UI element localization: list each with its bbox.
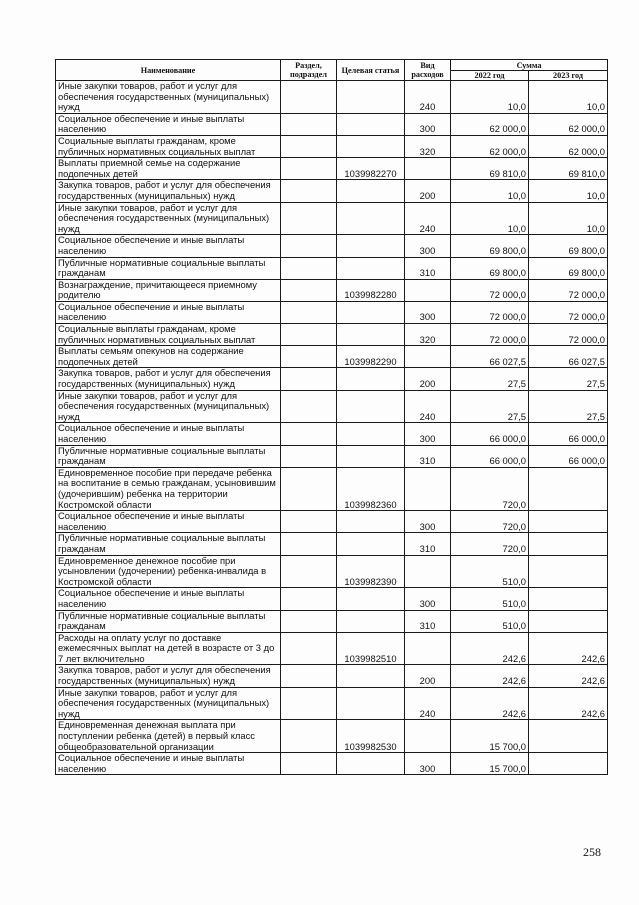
row-name: Закупка товаров, работ и услуг для обеспечения государственных (муниципальных) нужд	[56, 368, 281, 390]
row-target: 1039982270	[337, 158, 405, 180]
row-target	[337, 324, 405, 346]
header-year-2023: 2023 год	[529, 71, 608, 81]
table-row	[56, 610, 608, 632]
row-sum-2023: 69 800,0	[529, 235, 608, 257]
table-row	[56, 511, 608, 533]
table-row	[56, 555, 608, 588]
row-target	[337, 423, 405, 445]
row-target	[337, 135, 405, 157]
row-section	[281, 257, 337, 279]
row-name: Социальные выплаты гражданам, кроме публичных нормативных социальных выплат	[56, 135, 281, 157]
row-name: Социальные выплаты гражданам, кроме публичных нормативных социальных выплат	[56, 324, 281, 346]
table-row	[56, 135, 608, 157]
table-row	[56, 720, 608, 753]
row-type	[405, 346, 451, 368]
table-row	[56, 423, 608, 445]
row-sum-2022: 10,0	[451, 180, 529, 202]
row-name: Выплаты приемной семье на содержание подопечных детей	[56, 158, 281, 180]
row-type: 200	[405, 665, 451, 687]
row-section	[281, 588, 337, 610]
row-type: 320	[405, 135, 451, 157]
row-sum-2022: 69 810,0	[451, 158, 529, 180]
row-type: 300	[405, 511, 451, 533]
header-name: Наименование	[56, 60, 281, 81]
row-name: Выплаты семьям опекунов на содержание подопечных детей	[56, 346, 281, 368]
row-sum-2023: 72 000,0	[529, 279, 608, 301]
row-sum-2023	[529, 720, 608, 753]
table-row	[56, 346, 608, 368]
row-sum-2022: 72 000,0	[451, 301, 529, 323]
row-type: 240	[405, 202, 451, 235]
row-section	[281, 135, 337, 157]
row-sum-2022: 66 027,5	[451, 346, 529, 368]
row-sum-2022: 10,0	[451, 202, 529, 235]
header-target: Целевая статья	[337, 60, 405, 81]
row-type	[405, 467, 451, 510]
row-target	[337, 180, 405, 202]
row-type: 310	[405, 257, 451, 279]
row-name: Расходы на оплату услуг по доставке ежемесячных выплат на детей в возрасте от 3 до 7 лет включительно	[56, 632, 281, 665]
row-target	[337, 687, 405, 720]
row-sum-2022: 66 000,0	[451, 445, 529, 467]
row-type: 300	[405, 423, 451, 445]
row-target	[337, 235, 405, 257]
row-type: 240	[405, 81, 451, 114]
row-section	[281, 423, 337, 445]
table-row	[56, 687, 608, 720]
row-section	[281, 301, 337, 323]
row-section	[281, 158, 337, 180]
row-sum-2022: 27,5	[451, 390, 529, 423]
table-row	[56, 753, 608, 775]
row-sum-2022: 242,6	[451, 665, 529, 687]
row-section	[281, 720, 337, 753]
row-sum-2022: 69 800,0	[451, 235, 529, 257]
table-row	[56, 324, 608, 346]
row-name: Закупка товаров, работ и услуг для обеспечения государственных (муниципальных) нужд	[56, 180, 281, 202]
row-sum-2023	[529, 753, 608, 775]
table-row	[56, 113, 608, 135]
row-sum-2023: 10,0	[529, 81, 608, 114]
row-target	[337, 81, 405, 114]
header-type: Вид расходов	[405, 60, 451, 81]
row-type: 300	[405, 235, 451, 257]
row-sum-2022: 27,5	[451, 368, 529, 390]
row-target	[337, 113, 405, 135]
row-type: 240	[405, 687, 451, 720]
row-section	[281, 202, 337, 235]
page-number: 258	[583, 845, 601, 859]
row-section	[281, 511, 337, 533]
row-target	[337, 301, 405, 323]
row-sum-2022: 62 000,0	[451, 113, 529, 135]
row-target: 1039982510	[337, 632, 405, 665]
row-section	[281, 687, 337, 720]
row-name: Вознаграждение, причитающееся приемному родителю	[56, 279, 281, 301]
row-sum-2023	[529, 511, 608, 533]
row-sum-2023	[529, 555, 608, 588]
row-target: 1039982280	[337, 279, 405, 301]
row-sum-2022: 66 000,0	[451, 423, 529, 445]
row-section	[281, 235, 337, 257]
row-sum-2023: 72 000,0	[529, 301, 608, 323]
row-sum-2022: 10,0	[451, 81, 529, 114]
row-name: Публичные нормативные социальные выплаты гражданам	[56, 610, 281, 632]
row-target	[337, 368, 405, 390]
row-type: 320	[405, 324, 451, 346]
row-name: Социальное обеспечение и иные выплаты населению	[56, 588, 281, 610]
row-type	[405, 279, 451, 301]
table-row	[56, 445, 608, 467]
table-row	[56, 467, 608, 510]
row-name: Иные закупки товаров, работ и услуг для обеспечения государственных (муниципальных) нужд	[56, 81, 281, 114]
row-sum-2022: 62 000,0	[451, 135, 529, 157]
row-type: 300	[405, 301, 451, 323]
row-sum-2023: 66 027,5	[529, 346, 608, 368]
table-row	[56, 257, 608, 279]
row-type	[405, 720, 451, 753]
row-sum-2023: 72 000,0	[529, 324, 608, 346]
row-type: 300	[405, 753, 451, 775]
row-target	[337, 445, 405, 467]
row-sum-2023: 27,5	[529, 390, 608, 423]
row-sum-2023: 27,5	[529, 368, 608, 390]
row-name: Единовременная денежная выплата при поступлении ребенка (детей) в первый класс общеобразовательной организации	[56, 720, 281, 753]
row-sum-2023	[529, 467, 608, 510]
row-target: 1039982360	[337, 467, 405, 510]
table-row	[56, 180, 608, 202]
table-row	[56, 235, 608, 257]
row-section	[281, 346, 337, 368]
table-row	[56, 301, 608, 323]
row-sum-2022: 15 700,0	[451, 720, 529, 753]
row-section	[281, 390, 337, 423]
row-sum-2023: 242,6	[529, 632, 608, 665]
row-name: Социальное обеспечение и иные выплаты населению	[56, 753, 281, 775]
row-type: 200	[405, 180, 451, 202]
row-type	[405, 158, 451, 180]
row-sum-2022: 242,6	[451, 632, 529, 665]
row-name: Социальное обеспечение и иные выплаты населению	[56, 301, 281, 323]
row-sum-2023: 242,6	[529, 687, 608, 720]
row-target: 1039982390	[337, 555, 405, 588]
row-section	[281, 533, 337, 555]
row-type: 200	[405, 368, 451, 390]
row-sum-2022: 510,0	[451, 588, 529, 610]
row-sum-2022: 72 000,0	[451, 324, 529, 346]
row-name: Социальное обеспечение и иные выплаты населению	[56, 113, 281, 135]
row-section	[281, 555, 337, 588]
row-sum-2022: 720,0	[451, 467, 529, 510]
row-sum-2022: 720,0	[451, 533, 529, 555]
row-sum-2023: 10,0	[529, 202, 608, 235]
table-row	[56, 279, 608, 301]
table-row	[56, 533, 608, 555]
row-type: 300	[405, 588, 451, 610]
header-section: Раздел, подраздел	[281, 60, 337, 81]
row-name: Публичные нормативные социальные выплаты гражданам	[56, 533, 281, 555]
table-row	[56, 390, 608, 423]
row-type	[405, 555, 451, 588]
row-section	[281, 113, 337, 135]
row-sum-2023: 69 810,0	[529, 158, 608, 180]
row-sum-2022: 510,0	[451, 555, 529, 588]
row-sum-2023: 69 800,0	[529, 257, 608, 279]
row-target	[337, 665, 405, 687]
table-body	[56, 81, 608, 775]
row-sum-2023: 66 000,0	[529, 445, 608, 467]
row-name: Единовременное пособие при передаче ребенка на воспитание в семью гражданам, усыновившим (удочерившим) ребенка на территории Костромской области	[56, 467, 281, 510]
table-row	[56, 368, 608, 390]
row-sum-2023: 242,6	[529, 665, 608, 687]
row-type: 310	[405, 445, 451, 467]
budget-table	[55, 59, 608, 775]
row-sum-2022: 720,0	[451, 511, 529, 533]
row-type: 310	[405, 533, 451, 555]
row-name: Публичные нормативные социальные выплаты гражданам	[56, 257, 281, 279]
row-name: Публичные нормативные социальные выплаты гражданам	[56, 445, 281, 467]
row-sum-2023	[529, 610, 608, 632]
row-name: Иные закупки товаров, работ и услуг для обеспечения государственных (муниципальных) нужд	[56, 202, 281, 235]
row-target	[337, 202, 405, 235]
row-section	[281, 467, 337, 510]
row-target	[337, 511, 405, 533]
header-sum: Сумма	[451, 60, 608, 71]
row-target	[337, 610, 405, 632]
row-target	[337, 588, 405, 610]
row-name: Социальное обеспечение и иные выплаты населению	[56, 235, 281, 257]
row-section	[281, 445, 337, 467]
row-section	[281, 279, 337, 301]
table-row	[56, 632, 608, 665]
row-type: 240	[405, 390, 451, 423]
row-sum-2023: 10,0	[529, 180, 608, 202]
row-section	[281, 632, 337, 665]
row-section	[281, 665, 337, 687]
row-section	[281, 753, 337, 775]
row-target	[337, 533, 405, 555]
row-target: 1039982530	[337, 720, 405, 753]
row-sum-2023: 62 000,0	[529, 135, 608, 157]
row-target	[337, 753, 405, 775]
row-sum-2023	[529, 588, 608, 610]
table-row	[56, 202, 608, 235]
row-sum-2023: 66 000,0	[529, 423, 608, 445]
table-row	[56, 665, 608, 687]
row-target	[337, 390, 405, 423]
row-name: Социальное обеспечение и иные выплаты населению	[56, 511, 281, 533]
table-row	[56, 81, 608, 114]
row-target: 1039982290	[337, 346, 405, 368]
row-section	[281, 180, 337, 202]
row-name: Закупка товаров, работ и услуг для обеспечения государственных (муниципальных) нужд	[56, 665, 281, 687]
row-name: Единовременное денежное пособие при усыновлении (удочерении) ребенка-инвалида в Костромской области	[56, 555, 281, 588]
row-sum-2022: 510,0	[451, 610, 529, 632]
row-type: 300	[405, 113, 451, 135]
row-sum-2023: 62 000,0	[529, 113, 608, 135]
row-sum-2022: 242,6	[451, 687, 529, 720]
table-row	[56, 588, 608, 610]
row-section	[281, 324, 337, 346]
header-year-2022: 2022 год	[451, 71, 529, 81]
row-name: Иные закупки товаров, работ и услуг для обеспечения государственных (муниципальных) нужд	[56, 390, 281, 423]
row-sum-2022: 69 800,0	[451, 257, 529, 279]
table-row	[56, 158, 608, 180]
row-section	[281, 81, 337, 114]
row-target	[337, 257, 405, 279]
row-sum-2022: 15 700,0	[451, 753, 529, 775]
row-type	[405, 632, 451, 665]
row-section	[281, 368, 337, 390]
row-type: 310	[405, 610, 451, 632]
row-sum-2023	[529, 533, 608, 555]
row-sum-2022: 72 000,0	[451, 279, 529, 301]
row-name: Иные закупки товаров, работ и услуг для обеспечения государственных (муниципальных) нужд	[56, 687, 281, 720]
row-name: Социальное обеспечение и иные выплаты населению	[56, 423, 281, 445]
row-section	[281, 610, 337, 632]
